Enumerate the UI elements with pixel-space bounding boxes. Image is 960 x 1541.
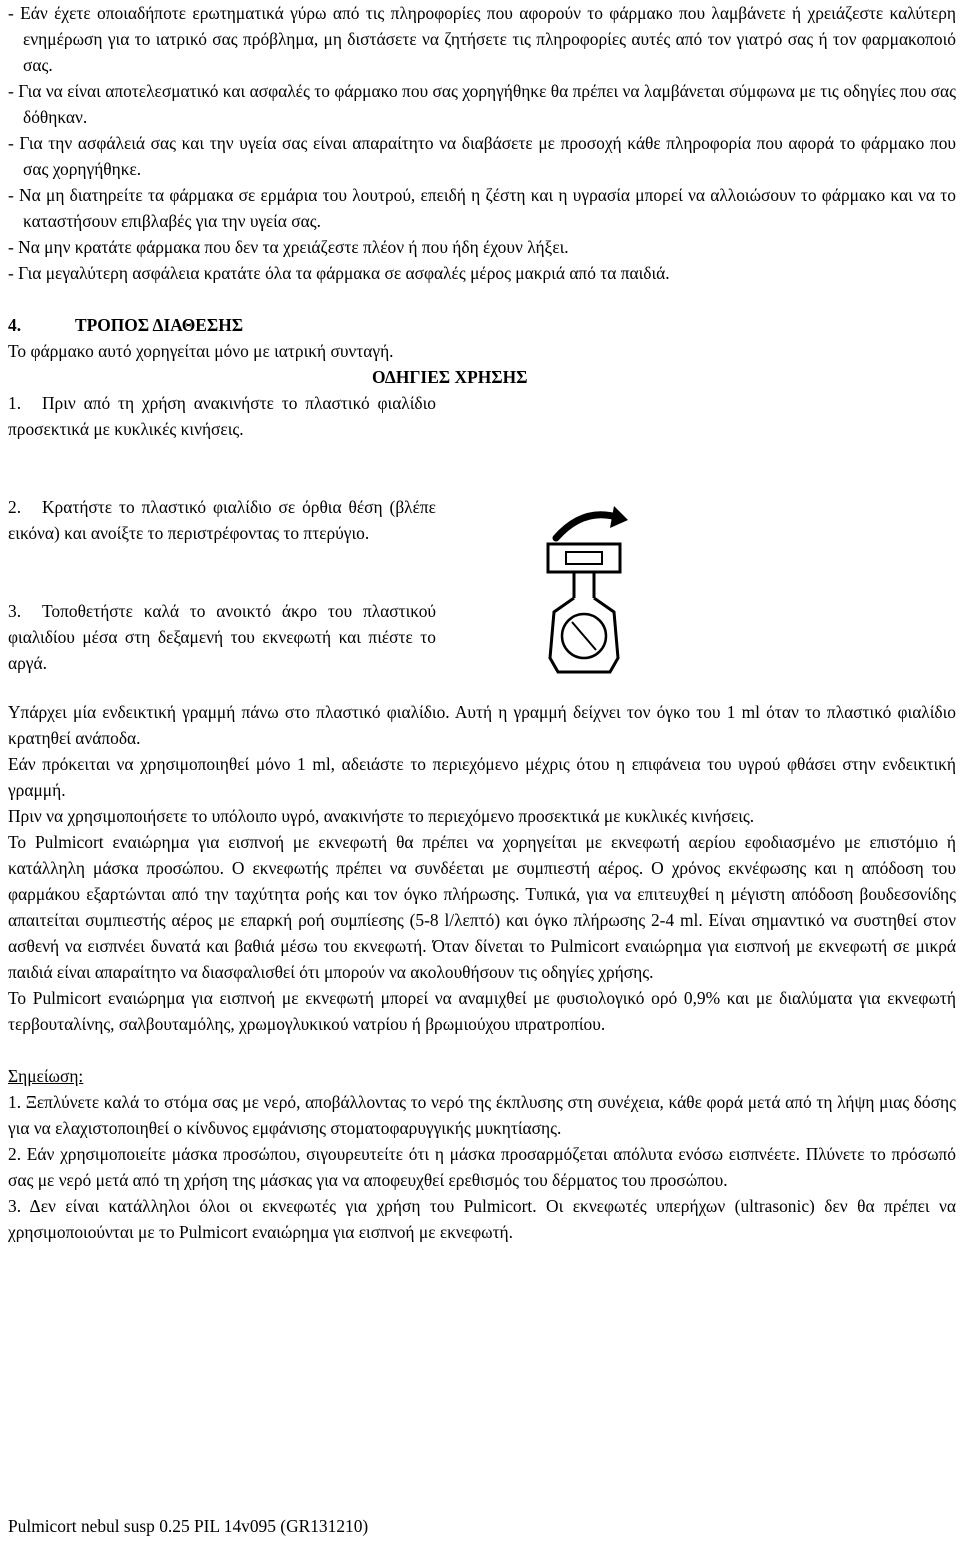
vial-illustration bbox=[540, 500, 628, 674]
warnings-list bbox=[8, 0, 956, 286]
warning-bullet: - Να μη διατηρείτε τα φάρμακα σε ερμάρια του λουτρού, επειδή η ζέστη και η υγρασία μπορεί να αλλοιώσουν το φάρμακο και να το καταστήσουν επιβλαβές για την υγεία σας. bbox=[8, 185, 956, 231]
body-paragraph: Υπάρχει μία ενδεικτική γραμμή πάνω στο πλαστικό φιαλίδιο. Αυτή η γραμμή δείχνει τον όγκο του 1 ml όταν το πλαστικό φιαλίδιο κρατηθεί ανάποδα. bbox=[8, 702, 956, 748]
step-number: 2. bbox=[8, 497, 22, 517]
warning-bullet: - Να μην κρατάτε φάρμακα που δεν τα χρειάζεστε πλέον ή που ήδη έχουν λήξει. bbox=[8, 237, 569, 257]
section-4-heading bbox=[8, 312, 956, 338]
body-paragraph: Το Pulmicort εναιώρημα για εισπνοή με εκνεφωτή μπορεί να αναμιχθεί με φυσιολογικό ορό 0,9% και με διαλύματα για εκνεφωτή τερβουταλίνης, σαλβουταμόλης, χρωμογλυκικού νατρίου ή βρωμιούχου ιπρατροπίου. bbox=[8, 988, 956, 1034]
warning-bullet: - Εάν έχετε οποιαδήποτε ερωτηματικά γύρω από τις πληροφορίες που αφορούν το φάρμακο που λαμβάνετε ή χρειάζεστε καλύτερη ενημέρωση για το ιατρικό σας πρόβλημα, μη διστάσετε να ζητήσετε τις πληροφορίες αυτές από τον γιατρό σας ή τον φαρμακοποιό σας. bbox=[8, 3, 956, 75]
note-section bbox=[8, 1063, 956, 1245]
body-paragraph: Εάν πρόκειται να χρησιμοποιηθεί μόνο 1 ml, αδειάστε το περιεχόμενο μέχρις ότου η επιφάνεια του υγρού φθάσει στην ενδεικτική γραμμή. bbox=[8, 754, 956, 800]
body-paragraph: Το Pulmicort εναιώρημα για εισπνοή με εκνεφωτή θα πρέπει να χορηγείται με εκνεφωτή αερίου εφοδιασμένο με επιστόμιο ή κατάλληλη μάσκα προσώπου. Ο εκνεφωτής πρέπει να συνδέεται με συμπιεστή αέρος. Ο χρόνος εκνέφωσης και η απόδοση του φαρμάκου εξαρτώνται από την ταχύτητα ροής και τον όγκο πλήρωσης. Τυπικά, για να επιτευχθεί η μέγιστη απόδοση βουδεσονίδης απαιτείται συμπιεστής αέρος με επαρκή ροή συμπίεσης (5-8 l/λεπτό) και όγκο πλήρωσης 2-4 ml. Είναι σημαντικό να συστηθεί στον ασθενή να εισπνέει δυνατά και βαθιά μέσω του εκνεφωτή. Όταν δίνεται το Pulmicort εναιώρημα για εισπνοή με εκνεφωτή σε μικρά παιδιά είναι απαραίτητο να διασφαλισθεί ότι μπορούν να ακολουθήσουν τις οδηγίες χρήσης. bbox=[8, 832, 956, 982]
document-page bbox=[8, 0, 956, 1245]
directions-title: ΟΔΗΓΙΕΣ ΧΡΗΣΗΣ bbox=[372, 367, 528, 387]
step-text: Τοποθετήστε καλά το ανοικτό άκρο του πλαστικού φιαλιδίου μέσα στη δεξαμενή του εκνεφωτή και πιέστε το αργά. bbox=[8, 601, 436, 673]
direction-step bbox=[8, 598, 436, 676]
note-item: 2. Εάν χρησιμοποιείτε μάσκα προσώπου, σιγουρευτείτε ότι η μάσκα προσαρμόζεται απόλυτα ενόσω εισπνέετε. Πλύνετε το πρόσωπό σας με νερό μετά από τη χρήση της μάσκας για να αποφευχθεί ερεθισμός του δέρματος του προσώπου. bbox=[8, 1144, 956, 1190]
warning-bullet: - Για μεγαλύτερη ασφάλεια κρατάτε όλα τα φάρμακα σε ασφαλές μέρος μακριά από τα παιδιά. bbox=[8, 263, 670, 283]
section-4-text: Το φάρμακο αυτό χορηγείται μόνο με ιατρική συνταγή. bbox=[8, 341, 394, 361]
step-text: Πριν από τη χρήση ανακινήστε το πλαστικό φιαλίδιο προσεκτικά με κυκλικές κινήσεις. bbox=[8, 393, 436, 439]
body-paragraph: Πριν να χρησιμοποιήσετε το υπόλοιπο υγρό, ανακινήστε το περιεχόμενο προσεκτικά με κυκλικές κινήσεις. bbox=[8, 806, 755, 826]
page-footer: Pulmicort nebul susp 0.25 PIL 14v095 (GR131210) bbox=[8, 1516, 369, 1536]
direction-step bbox=[8, 390, 436, 442]
note-item: 3. Δεν είναι κατάλληλοι όλοι οι εκνεφωτές για χρήση του Pulmicort. Οι εκνεφωτές υπερήχων (ultrasonic) δεν θα πρέπει να χρησιμοποιούνται με το Pulmicort εναιώρημα για εισπνοή με εκνεφωτή. bbox=[8, 1196, 956, 1242]
warning-bullet: - Για την ασφάλειά σας και την υγεία σας είναι απαραίτητο να διαβάσετε με προσοχή κάθε πληροφορία που αφορά το φάρμακο που σας χορηγήθηκε. bbox=[8, 133, 956, 179]
note-heading: Σημείωση: bbox=[8, 1066, 84, 1086]
note-item: 1. Ξεπλύνετε καλά το στόμα σας με νερό, αποβάλλοντας το νερό της έκπλυσης στη συνέχεια, κάθε φορά μετά από τη λήψη μιας δόσης για να ελαχιστοποιηθεί ο κίνδυνος εμφάνισης στοματοφαρυγγικής μυκητίασης. bbox=[8, 1092, 956, 1138]
section-title: ΤΡΟΠΟΣ ΔΙΑΘΕΣΗΣ bbox=[75, 315, 244, 335]
section-number: 4. bbox=[8, 315, 22, 335]
step-text: Κρατήστε το πλαστικό φιαλίδιο σε όρθια θέση (βλέπε εικόνα) και ανοίξτε το περιστρέφοντας το πτερύγιο. bbox=[8, 497, 436, 543]
step-number: 1. bbox=[8, 393, 22, 413]
warning-bullet: - Για να είναι αποτελεσματικό και ασφαλές το φάρμακο που σας χορηγήθηκε θα πρέπει να λαμβάνεται σύμφωνα με τις οδηγίες που σας δόθηκαν. bbox=[8, 81, 956, 127]
directions-steps bbox=[8, 390, 956, 699]
body-text bbox=[8, 699, 956, 1037]
step-number: 3. bbox=[8, 601, 22, 621]
direction-step bbox=[8, 494, 436, 546]
vial-tab bbox=[548, 544, 620, 572]
arrow-head-icon bbox=[610, 506, 628, 528]
